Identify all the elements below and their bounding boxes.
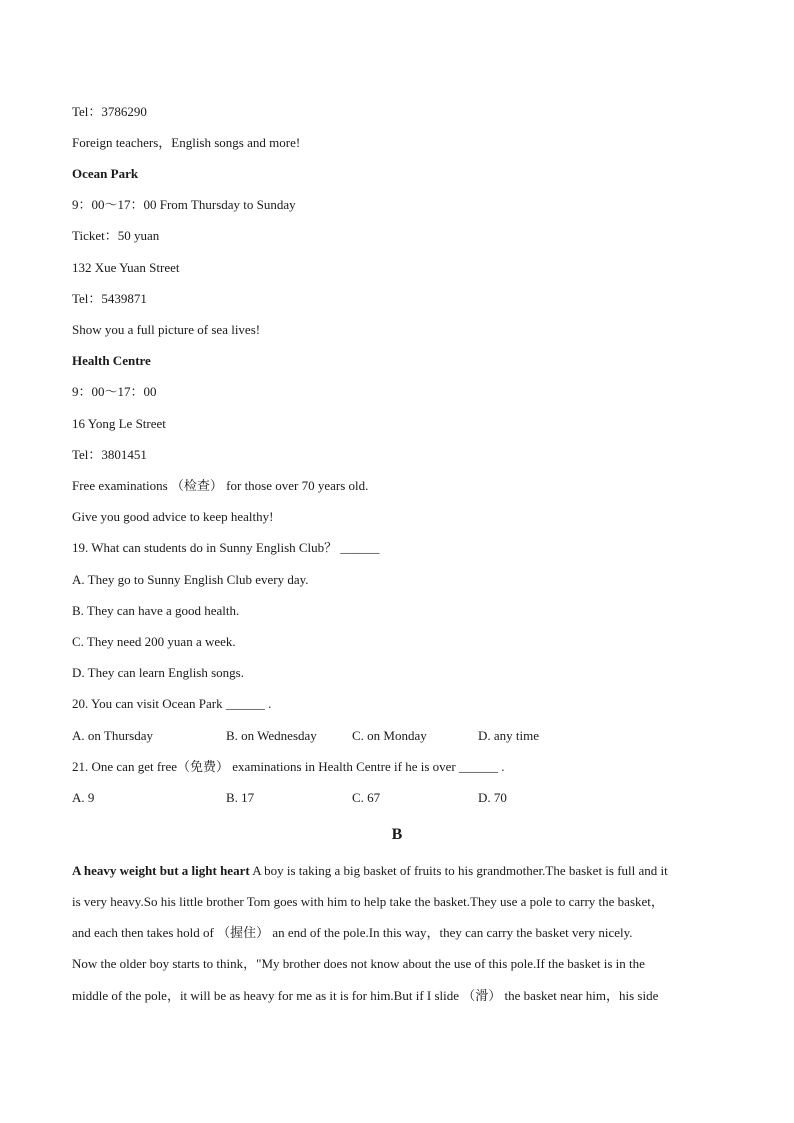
passage-line-1 — [72, 863, 722, 879]
ocean-park-title: Ocean Park — [72, 166, 139, 181]
ocean-park-desc: Show you a full picture of sea lives! — [72, 322, 261, 337]
question-21-option-b: B. 17 — [226, 790, 255, 805]
passage-line-1-text: A boy is taking a big basket of fruits to his grandmother.The basket is full and it — [249, 863, 668, 878]
question-19-stem: 19. What can students do in Sunny English Club？ ______ — [72, 540, 380, 555]
question-19-option-b: B. They can have a good health. — [72, 603, 240, 618]
question-20-option-b: B. on Wednesday — [226, 728, 317, 743]
question-19-option-d: D. They can learn English songs. — [72, 665, 244, 680]
question-21-stem: 21. One can get free（免费） examinations in Health Centre if he is over ______ . — [72, 759, 505, 774]
section-b-heading: B — [391, 826, 403, 843]
ocean-park-address: 132 Xue Yuan Street — [72, 260, 180, 275]
health-centre-tel: Tel：3801451 — [72, 447, 147, 462]
question-20-option-c: C. on Monday — [352, 728, 427, 743]
ocean-park-ticket: Ticket：50 yuan — [72, 228, 160, 243]
question-20-option-d: D. any time — [478, 728, 540, 743]
sunny-club-desc: Foreign teachers，English songs and more! — [72, 135, 301, 150]
passage-line-2: is very heavy.So his little brother Tom goes with him to help take the basket.They use a pole to carry the basket， — [72, 894, 664, 909]
sunny-club-tel: Tel：3786290 — [72, 104, 147, 119]
health-centre-title: Health Centre — [72, 353, 151, 368]
health-centre-address: 16 Yong Le Street — [72, 416, 166, 431]
passage-line-5: middle of the pole，it will be as heavy for me as it is for him.But if I slide （滑） the basket near him，his side — [72, 988, 659, 1003]
question-21-option-d: D. 70 — [478, 790, 507, 805]
question-19-option-a: A. They go to Sunny English Club every day. — [72, 572, 309, 587]
passage-line-4: Now the older boy starts to think，"My brother does not know about the use of this pole.If the basket is in the — [72, 956, 645, 971]
health-centre-desc2: Give you good advice to keep healthy! — [72, 509, 274, 524]
health-centre-desc1: Free examinations （检查） for those over 70 years old. — [72, 478, 369, 493]
question-20-option-a: A. on Thursday — [72, 728, 154, 743]
question-21-option-c: C. 67 — [352, 790, 381, 805]
question-20-stem: 20. You can visit Ocean Park ______ . — [72, 696, 272, 711]
question-19-option-c: C. They need 200 yuan a week. — [72, 634, 236, 649]
ocean-park-hours: 9：00～17：00 From Thursday to Sunday — [72, 197, 296, 212]
ocean-park-tel: Tel：5439871 — [72, 291, 147, 306]
health-centre-hours: 9：00～17：00 — [72, 384, 157, 399]
passage-title: A heavy weight but a light heart — [72, 863, 250, 878]
question-21-option-a: A. 9 — [72, 790, 95, 805]
passage-line-3: and each then takes hold of （握住） an end of the pole.In this way，they can carry the basket very nicely. — [72, 925, 633, 940]
